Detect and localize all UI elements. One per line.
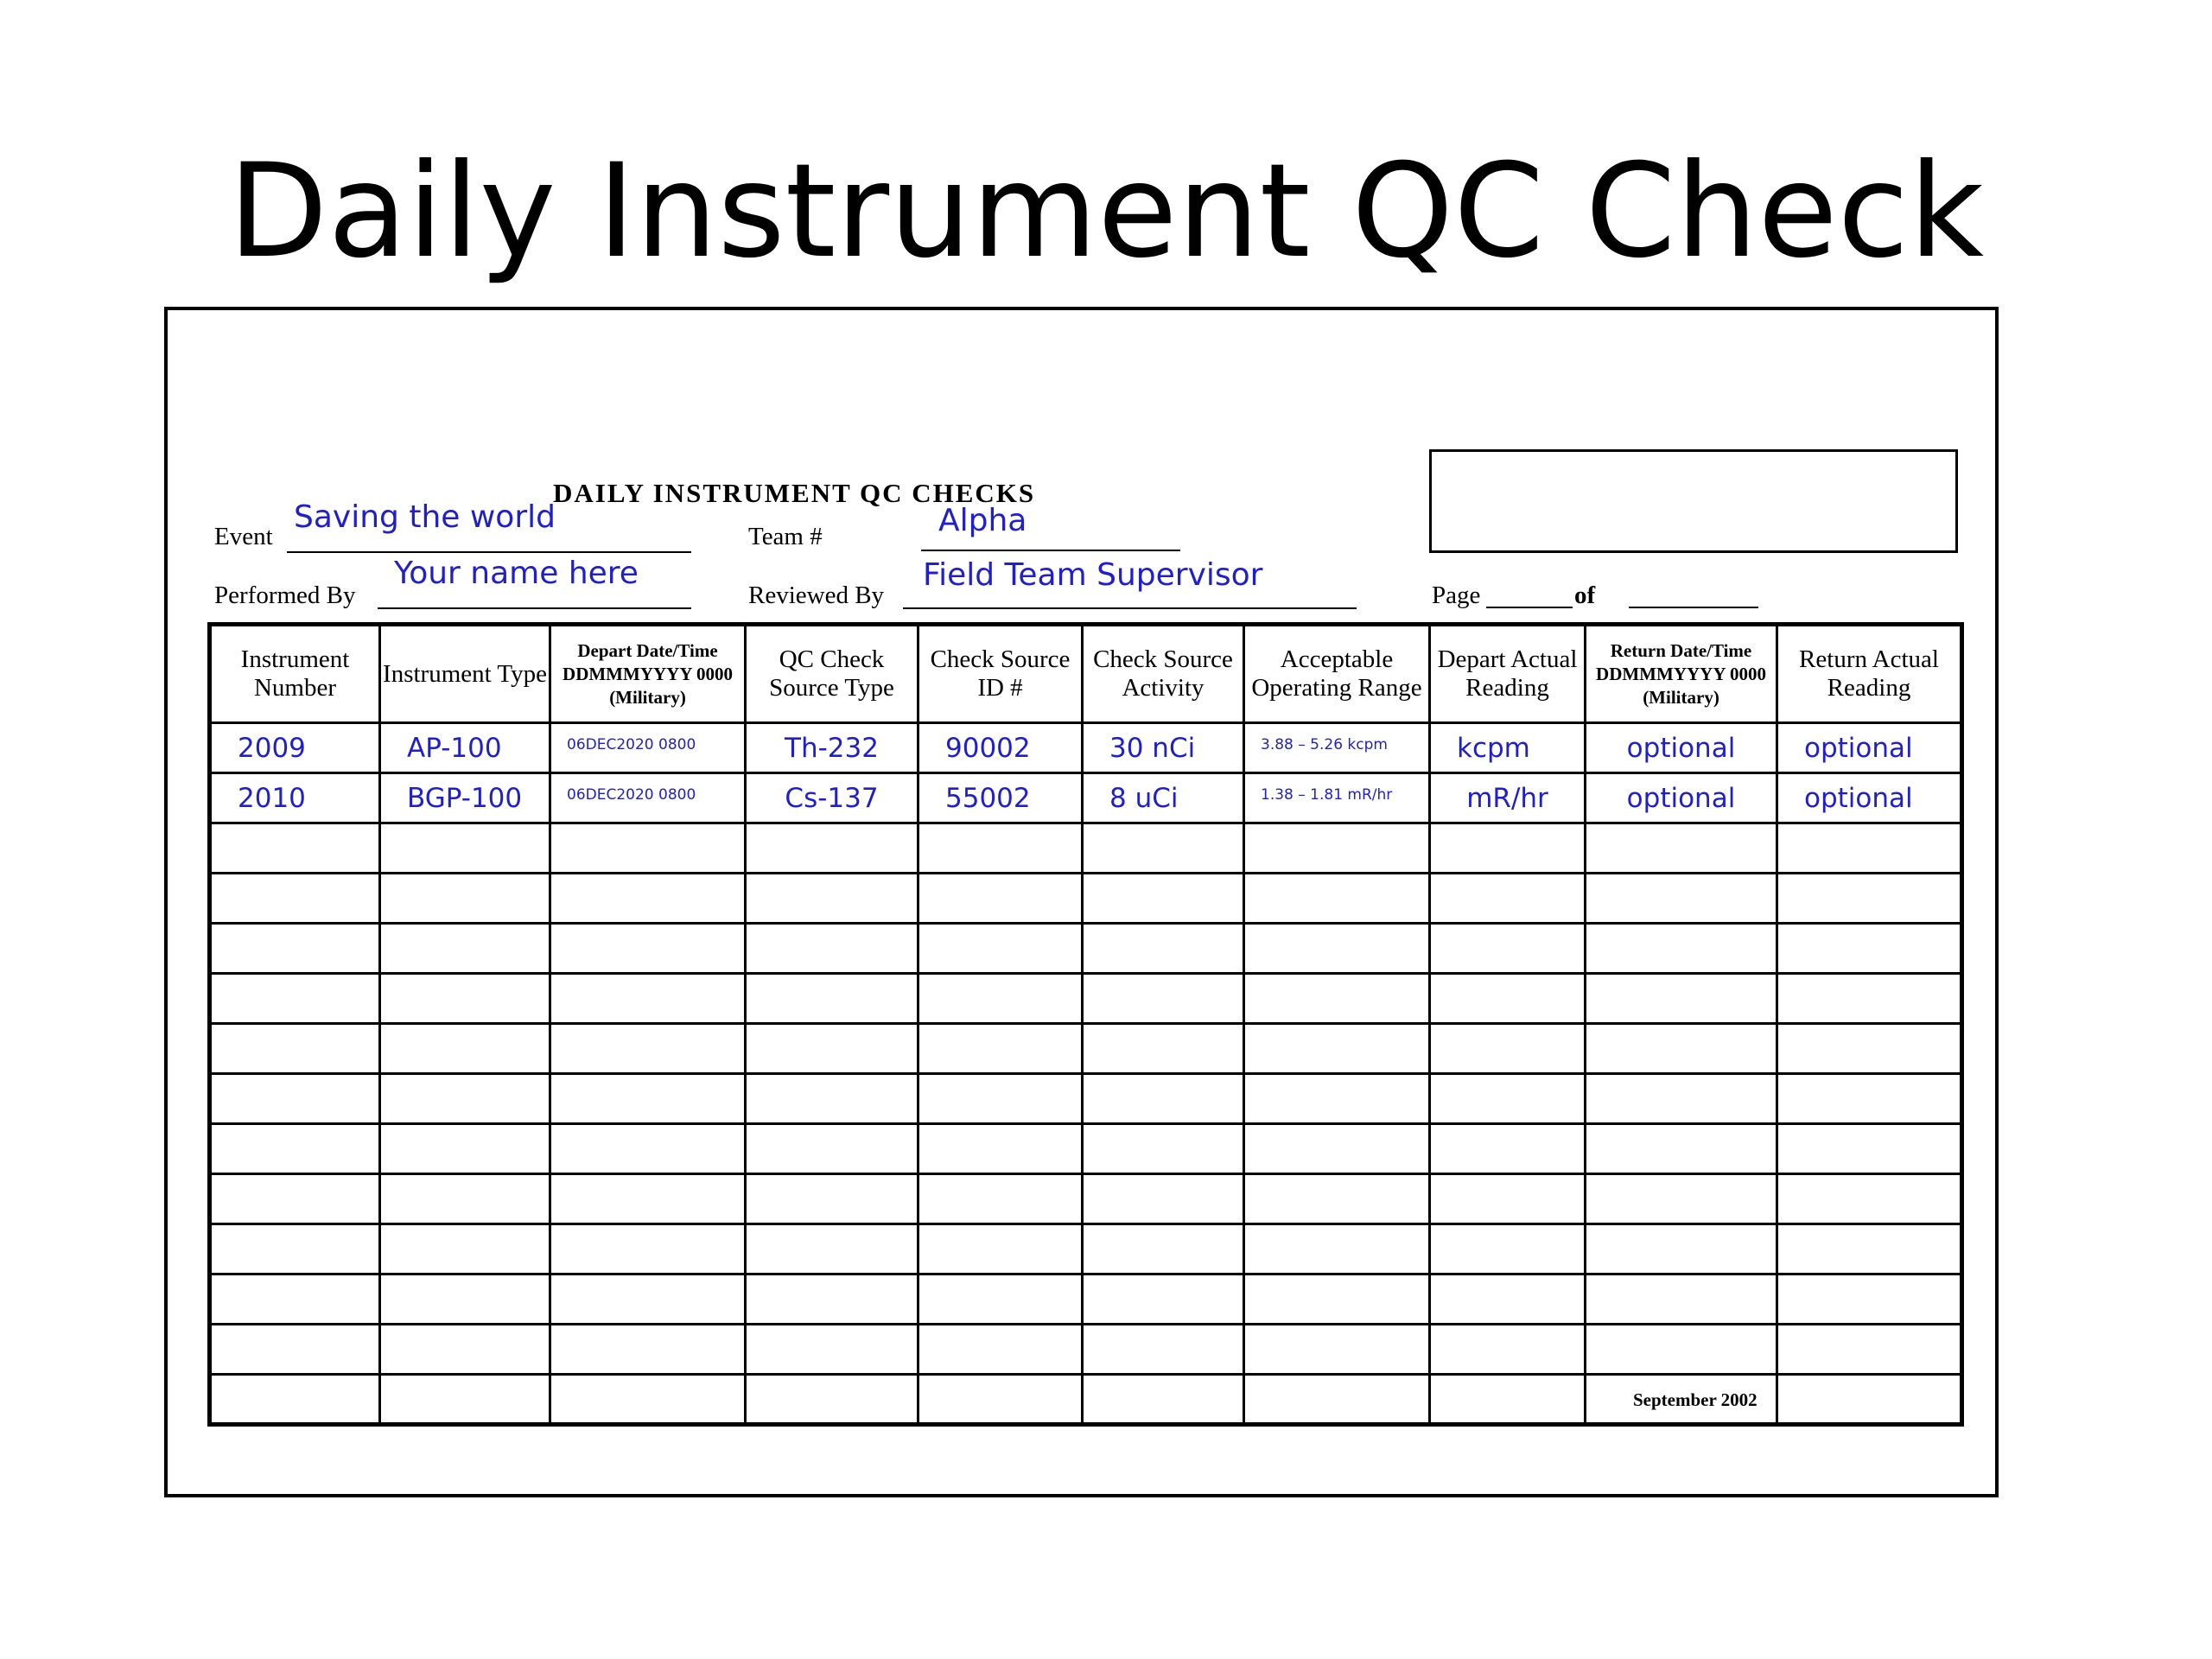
empty-cell[interactable] <box>746 874 918 924</box>
cell-return-reading[interactable]: optional <box>1777 723 1962 773</box>
table-row-empty <box>210 974 1962 1024</box>
empty-cell[interactable] <box>550 1174 746 1224</box>
reviewed-by-value[interactable]: Field Team Supervisor <box>923 557 1263 593</box>
header-row <box>210 625 1962 723</box>
empty-cell[interactable] <box>210 1325 380 1375</box>
empty-cell[interactable] <box>1083 1325 1244 1375</box>
empty-cell[interactable] <box>918 1274 1083 1325</box>
empty-cell[interactable] <box>210 1224 380 1274</box>
empty-cell[interactable] <box>210 1174 380 1224</box>
empty-cell[interactable] <box>1244 1174 1430 1224</box>
table-row-empty <box>210 924 1962 974</box>
header-return-datetime: Return Date/Time DDMMMYYYY 0000 (Military) <box>1586 625 1777 723</box>
empty-cell[interactable] <box>1083 1375 1244 1425</box>
empty-cell[interactable] <box>1586 1224 1777 1274</box>
empty-cell[interactable] <box>210 1375 380 1425</box>
empty-cell[interactable] <box>746 924 918 974</box>
empty-cell[interactable] <box>1083 1074 1244 1124</box>
empty-cell[interactable] <box>550 1325 746 1375</box>
empty-cell[interactable] <box>918 974 1083 1024</box>
table-row-empty <box>210 874 1962 924</box>
empty-cell[interactable] <box>550 823 746 874</box>
empty-cell[interactable] <box>1586 1325 1777 1375</box>
empty-cell[interactable] <box>918 1024 1083 1074</box>
empty-cell[interactable] <box>550 1024 746 1074</box>
empty-cell[interactable] <box>1083 1224 1244 1274</box>
empty-cell[interactable] <box>210 823 380 874</box>
empty-cell[interactable] <box>380 1024 550 1074</box>
empty-cell[interactable] <box>550 874 746 924</box>
empty-cell[interactable] <box>1244 1325 1430 1375</box>
event-value[interactable]: Saving the world <box>294 499 556 535</box>
empty-cell[interactable] <box>1430 823 1586 874</box>
empty-cell[interactable] <box>550 1274 746 1325</box>
empty-cell[interactable] <box>1244 874 1430 924</box>
cell-instrument-number[interactable]: 2010 <box>210 773 380 823</box>
cell-depart-reading[interactable]: kcpm <box>1430 723 1586 773</box>
empty-cell[interactable] <box>380 1274 550 1325</box>
cell-return-datetime[interactable]: optional <box>1586 723 1777 773</box>
empty-cell[interactable] <box>1083 1024 1244 1074</box>
cell-source-id[interactable]: 55002 <box>918 773 1083 823</box>
header-depart-actual-reading: Depart Actual Reading <box>1430 625 1586 723</box>
empty-cell[interactable] <box>746 823 918 874</box>
cell-acceptable-range[interactable]: 1.38 – 1.81 mR/hr <box>1244 773 1430 823</box>
empty-cell[interactable] <box>1430 924 1586 974</box>
empty-cell[interactable] <box>1777 1224 1962 1274</box>
empty-cell[interactable] <box>1083 924 1244 974</box>
empty-cell[interactable] <box>1244 823 1430 874</box>
empty-cell[interactable] <box>1430 1375 1586 1425</box>
performed-by-label: Performed By <box>214 582 356 609</box>
empty-cell[interactable] <box>746 1224 918 1274</box>
empty-cell[interactable] <box>746 1375 918 1425</box>
empty-cell[interactable] <box>1244 1274 1430 1325</box>
empty-cell[interactable] <box>1586 974 1777 1024</box>
header-qc-check-source-type: QC Check Source Type <box>746 625 918 723</box>
empty-cell[interactable] <box>1430 1325 1586 1375</box>
empty-cell[interactable] <box>1586 1074 1777 1124</box>
empty-cell[interactable] <box>550 924 746 974</box>
empty-cell[interactable] <box>1430 1124 1586 1174</box>
empty-cell[interactable] <box>746 1124 918 1174</box>
empty-cell[interactable] <box>1777 1274 1962 1325</box>
empty-cell[interactable] <box>550 1124 746 1174</box>
empty-cell[interactable] <box>1430 1274 1586 1325</box>
cell-depart-reading[interactable]: mR/hr <box>1430 773 1586 823</box>
cell-acceptable-range[interactable]: 3.88 – 5.26 kcpm <box>1244 723 1430 773</box>
header-depart-datetime: Depart Date/Time DDMMMYYYY 0000 (Military) <box>550 625 746 723</box>
empty-cell[interactable] <box>1777 1325 1962 1375</box>
team-value[interactable]: Alpha <box>938 503 1027 538</box>
empty-cell[interactable] <box>1586 1024 1777 1074</box>
empty-cell[interactable] <box>380 1224 550 1274</box>
empty-cell[interactable] <box>210 924 380 974</box>
cell-return-datetime[interactable]: optional <box>1586 773 1777 823</box>
header-instrument-number: Instrument Number <box>210 625 380 723</box>
footer-date: September 2002 <box>1633 1389 1758 1410</box>
empty-cell[interactable] <box>380 1174 550 1224</box>
empty-cell[interactable] <box>1586 1124 1777 1174</box>
empty-cell[interactable] <box>746 1074 918 1124</box>
cell-source-id[interactable]: 90002 <box>918 723 1083 773</box>
table-row <box>210 773 1962 823</box>
empty-cell[interactable] <box>1777 924 1962 974</box>
team-line <box>921 550 1180 551</box>
empty-cell[interactable] <box>550 1375 746 1425</box>
empty-cell[interactable] <box>1586 1274 1777 1325</box>
empty-cell[interactable] <box>918 924 1083 974</box>
empty-cell[interactable] <box>210 1124 380 1174</box>
cell-source-activity[interactable]: 8 uCi <box>1083 773 1244 823</box>
header-check-source-id: Check Source ID # <box>918 625 1083 723</box>
reviewed-by-label: Reviewed By <box>748 582 885 609</box>
header-check-source-activity: Check Source Activity <box>1083 625 1244 723</box>
empty-cell[interactable] <box>210 1274 380 1325</box>
empty-cell[interactable] <box>1777 1024 1962 1074</box>
empty-cell[interactable] <box>918 823 1083 874</box>
empty-cell[interactable] <box>918 874 1083 924</box>
performed-by-line <box>378 607 691 609</box>
empty-cell[interactable] <box>746 1024 918 1074</box>
header-instrument-type: Instrument Type <box>380 625 550 723</box>
cell-return-reading[interactable]: optional <box>1777 773 1962 823</box>
table-row-empty <box>210 823 1962 874</box>
empty-cell[interactable] <box>550 1074 746 1124</box>
page-label: Page <box>1432 582 1481 609</box>
empty-cell[interactable] <box>1083 1274 1244 1325</box>
event-label: Event <box>214 523 273 550</box>
empty-cell[interactable] <box>918 1375 1083 1425</box>
empty-cell[interactable] <box>1586 924 1777 974</box>
reviewed-by-line <box>903 607 1357 609</box>
empty-cell[interactable] <box>1244 1074 1430 1124</box>
cell-instrument-type[interactable]: AP-100 <box>380 723 550 773</box>
empty-cell[interactable] <box>380 1325 550 1375</box>
cell-source-type[interactable]: Th-232 <box>746 723 918 773</box>
cell-source-activity[interactable]: 30 nCi <box>1083 723 1244 773</box>
performed-by-value[interactable]: Your name here <box>394 556 639 591</box>
empty-cell[interactable] <box>918 1174 1083 1224</box>
empty-cell[interactable] <box>746 974 918 1024</box>
empty-cell[interactable] <box>210 974 380 1024</box>
team-label: Team # <box>748 523 823 550</box>
empty-cell[interactable] <box>1777 823 1962 874</box>
empty-cell[interactable] <box>1777 874 1962 924</box>
table-row-empty <box>210 1024 1962 1074</box>
empty-cell[interactable] <box>918 1124 1083 1174</box>
empty-cell[interactable] <box>1430 1074 1586 1124</box>
empty-cell[interactable] <box>210 1074 380 1124</box>
empty-cell[interactable] <box>210 1024 380 1074</box>
empty-cell[interactable] <box>746 1274 918 1325</box>
cell-instrument-type[interactable]: BGP-100 <box>380 773 550 823</box>
empty-cell[interactable] <box>1083 1174 1244 1224</box>
empty-cell[interactable] <box>1083 874 1244 924</box>
of-label: of <box>1574 582 1596 609</box>
empty-cell[interactable] <box>1244 974 1430 1024</box>
empty-cell[interactable] <box>1430 874 1586 924</box>
slide-title: Daily Instrument QC Check <box>227 137 1985 287</box>
page-total-line[interactable] <box>1629 607 1758 608</box>
empty-cell[interactable] <box>1586 1174 1777 1224</box>
empty-cell[interactable] <box>1430 1024 1586 1074</box>
empty-cell[interactable] <box>1244 1375 1430 1425</box>
empty-cell[interactable] <box>380 1375 550 1425</box>
empty-cell[interactable] <box>1244 1124 1430 1174</box>
empty-cell[interactable] <box>1777 1124 1962 1174</box>
qc-table <box>207 622 1964 1427</box>
empty-cell[interactable] <box>1430 974 1586 1024</box>
table-row <box>210 723 1962 773</box>
table-row-empty <box>210 1074 1962 1124</box>
empty-cell[interactable] <box>746 1174 918 1224</box>
empty-cell[interactable] <box>1586 874 1777 924</box>
empty-cell[interactable] <box>380 924 550 974</box>
empty-cell[interactable] <box>1777 1174 1962 1224</box>
empty-cell[interactable] <box>380 1074 550 1124</box>
empty-cell[interactable] <box>380 874 550 924</box>
empty-cell[interactable] <box>1430 1174 1586 1224</box>
cell-source-type[interactable]: Cs-137 <box>746 773 918 823</box>
empty-cell[interactable] <box>380 1124 550 1174</box>
header-acceptable-range: Acceptable Operating Range <box>1244 625 1430 723</box>
table-row-empty <box>210 1325 1962 1375</box>
empty-cell[interactable] <box>1244 1224 1430 1274</box>
corner-box <box>1429 449 1958 553</box>
header-return-actual-reading: Return Actual Reading <box>1777 625 1962 723</box>
empty-cell[interactable] <box>918 1224 1083 1274</box>
empty-cell[interactable] <box>550 974 746 1024</box>
page-number-line[interactable] <box>1486 607 1573 608</box>
table-row-empty <box>210 1124 1962 1174</box>
empty-cell[interactable] <box>918 1074 1083 1124</box>
form-heading: DAILY INSTRUMENT QC CHECKS <box>553 478 1036 508</box>
empty-cell[interactable] <box>1083 823 1244 874</box>
empty-cell[interactable] <box>1083 974 1244 1024</box>
empty-cell[interactable] <box>380 974 550 1024</box>
empty-cell[interactable] <box>1244 1024 1430 1074</box>
empty-cell[interactable] <box>1777 974 1962 1024</box>
cell-instrument-number[interactable]: 2009 <box>210 723 380 773</box>
empty-cell[interactable] <box>1244 924 1430 974</box>
table-row-empty <box>210 1274 1962 1325</box>
empty-cell[interactable] <box>1083 1124 1244 1174</box>
empty-cell[interactable] <box>550 1224 746 1274</box>
table-row-empty <box>210 1224 1962 1274</box>
empty-cell[interactable] <box>210 874 380 924</box>
empty-cell[interactable] <box>1777 1375 1962 1425</box>
cell-depart-datetime[interactable]: 06DEC2020 0800 <box>550 773 746 823</box>
empty-cell[interactable] <box>1430 1224 1586 1274</box>
table-row-empty <box>210 1174 1962 1224</box>
event-line <box>287 551 691 553</box>
empty-cell[interactable] <box>918 1325 1083 1375</box>
empty-cell[interactable] <box>380 823 550 874</box>
empty-cell[interactable] <box>1586 823 1777 874</box>
cell-depart-datetime[interactable]: 06DEC2020 0800 <box>550 723 746 773</box>
empty-cell[interactable] <box>746 1325 918 1375</box>
empty-cell[interactable] <box>1777 1074 1962 1124</box>
